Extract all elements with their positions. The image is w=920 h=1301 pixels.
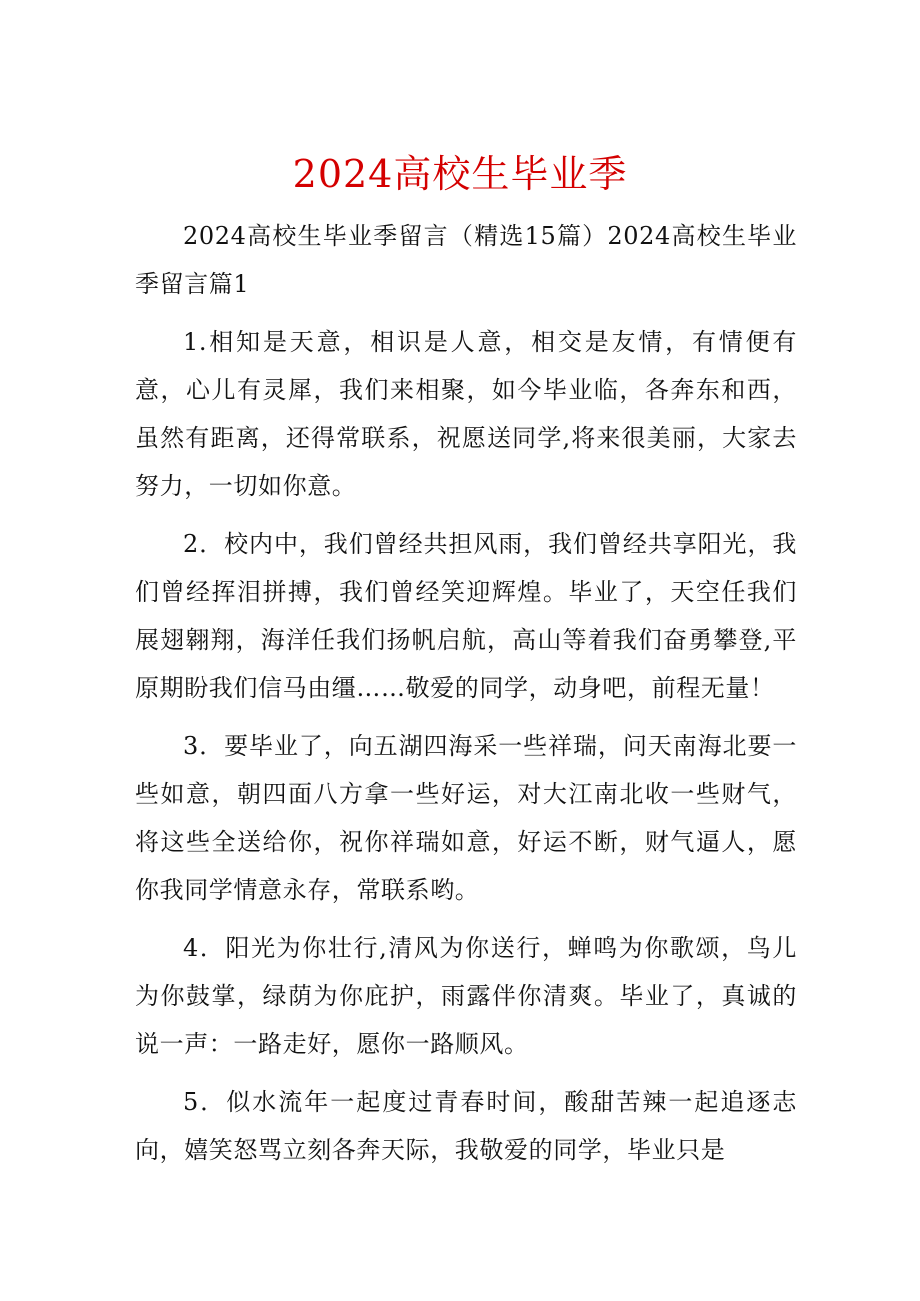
message-paragraph-2: 2．校内中，我们曾经共担风雨，我们曾经共享阳光，我们曾经挥泪拼搏，我们曾经笑迎辉煌。毕业了，天空任我们展翅翱翔，海洋任我们扬帆启航，高山等着我们奋勇攀登,平原期盼我们信马由缰……敬爱的同学，动身吧，前程无量！ (135, 530, 797, 702)
intro-paragraph: 2024高校生毕业季留言（精选15篇）2024高校生毕业季留言篇1 (135, 222, 797, 298)
document-title: 2024高校生毕业季 (292, 152, 628, 196)
message-paragraph-1: 1.相知是天意，相识是人意，相交是友情，有情便有意，心儿有灵犀，我们来相聚，如今毕业临，各奔东和西，虽然有距离，还得常联系，祝愿送同学,将来很美丽，大家去努力，一切如你意。 (135, 328, 797, 500)
message-paragraph-5: 5．似水流年一起度过青春时间，酸甜苦辣一起追逐志向，嬉笑怒骂立刻各奔天际，我敬爱的同学，毕业只是 (135, 1088, 797, 1164)
document-body (135, 212, 797, 1184)
message-paragraph-3: 3．要毕业了，向五湖四海采一些祥瑞，问天南海北要一些如意，朝四面八方拿一些好运，对大江南北收一些财气，将这些全送给你，祝你祥瑞如意，好运不断，财气逼人，愿你我同学情意永存，常联系哟。 (135, 732, 797, 904)
message-paragraph-4: 4．阳光为你壮行,清风为你送行，蝉鸣为你歌颂，鸟儿为你鼓掌，绿荫为你庇护，雨露伴你清爽。毕业了，真诚的说一声：一路走好，愿你一路顺风。 (135, 934, 797, 1058)
